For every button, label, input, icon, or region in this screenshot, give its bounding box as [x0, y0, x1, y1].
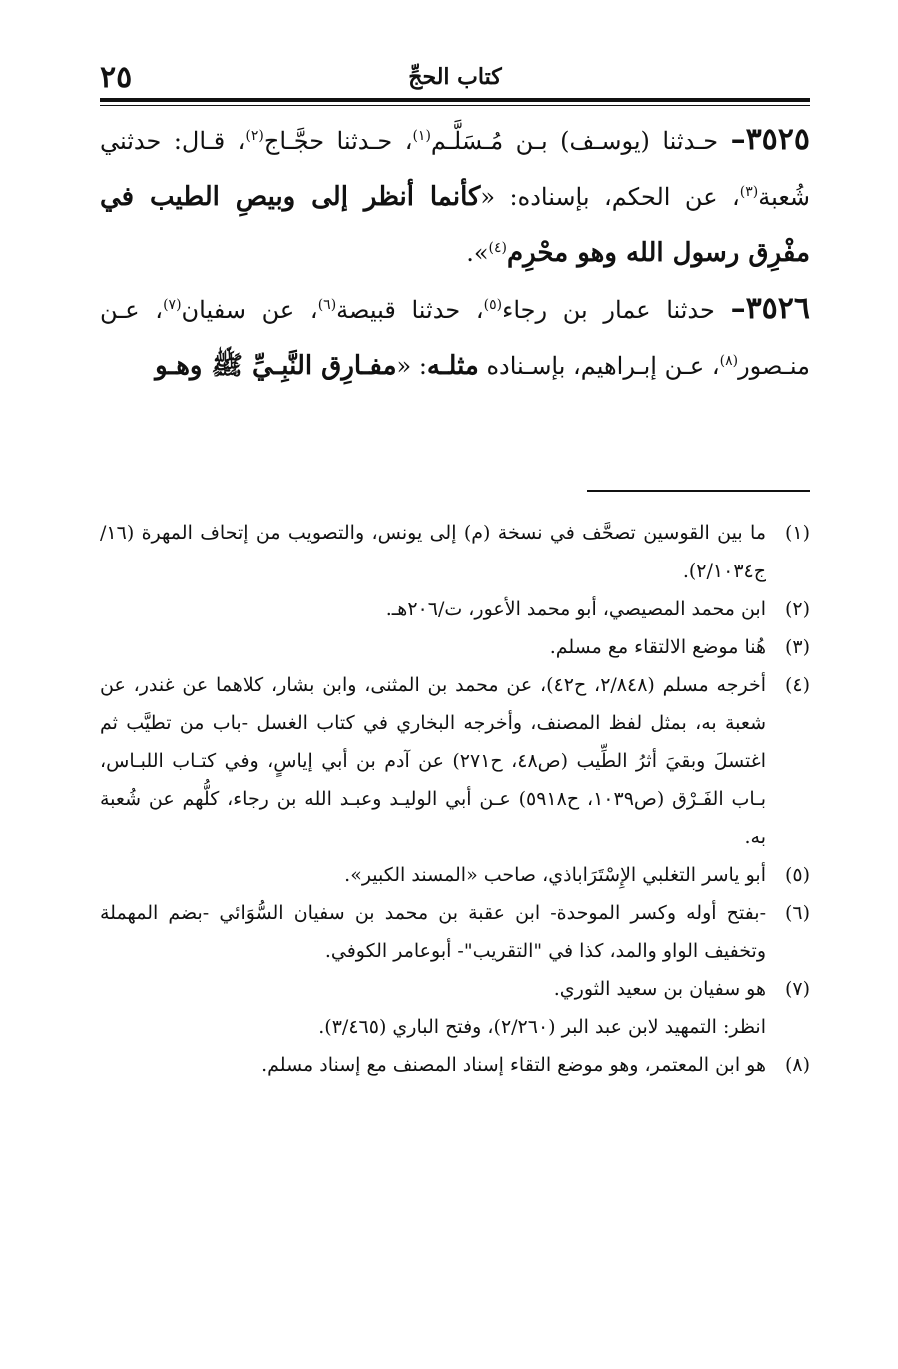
footnote-ref: (٨): [719, 353, 739, 369]
footnote-text: هو ابن المعتمر، وهو موضع التقاء إسناد المصنف مع إسناد مسلم.: [261, 1054, 766, 1076]
footnote-7-continued: [100, 1008, 810, 1046]
footnote-marker: (١): [784, 522, 810, 544]
footnote-marker: (٣): [784, 636, 810, 658]
header-rule-thick: [100, 98, 810, 102]
main-text: [100, 112, 810, 394]
footnote-ref: (٧): [163, 297, 182, 313]
running-title: كتاب الحجِّ: [408, 64, 502, 90]
footnote-text: انظر: التمهيد لابن عبد البر (٢/٢٦٠)، وفتح الباري (٣/٤٦٥).: [318, 1016, 766, 1038]
footnote-ref: (٢): [245, 128, 264, 144]
hadith-3525: ٣٥٢٥– حـدثنا (يوسـف) بـن مُـسَلَّـم$^{(١)}$، حـدثنا حجَّـاج$^{(٢)}$، قـال: حدثني شُعبة$^{(٣)}$، عن الحكم، بإسناده: «كأنما أنظر إلى وبيصِ الطيب في مفْرِق رسول الله وهو محْرِم$^{(٤)}$».: [100, 122, 811, 268]
footnote-text: هو سفيان بن سعيد الثوري.: [553, 978, 766, 1000]
hadith-matn: مفـارِق النَّبِـيِّ ﷺ وهـو: [155, 351, 397, 381]
footnotes: [100, 514, 810, 1084]
footnote-3: [100, 628, 810, 666]
footnote-marker: (٧): [784, 978, 810, 1000]
footnote-text: -بفتح أوله وكسر الموحدة- ابن عقبة بن محمد بن سفيان السُّوَائي -بضم المهملة وتخفيف الواو والمد، كذا في "التقريب"- أبوعامر الكوفي.: [100, 902, 766, 962]
footnote-marker: (٨): [784, 1054, 810, 1076]
footnote-6: [100, 894, 810, 970]
footnote-2: [100, 590, 810, 628]
header-rule-thin: [100, 105, 810, 106]
mithluhu: مثلـه: [426, 351, 479, 381]
page-number: ٢٥: [100, 60, 133, 95]
footnote-text: أبو ياسر التغلبي الإِسْتَرَاباذي، صاحب «المسند الكبير».: [344, 864, 766, 886]
footnote-ref: (٣): [739, 184, 759, 200]
footnote-1: [100, 514, 810, 590]
footnote-5: [100, 856, 810, 894]
hadith-3526: ٣٥٢٦– حدثنا عمار بن رجاء$^{(٥)}$، حدثنا قبيصة$^{(٦)}$، عن سفيان$^{(٧)}$، عـن منـصور$^{(٨)}$، عـن إبـراهيم، بإسـناده مثلـه: «مفـارِق النَّبِـيِّ ﷺ وهـو: [100, 291, 811, 381]
footnote-4: [100, 666, 810, 856]
page-header: [100, 58, 810, 98]
footnote-text: أخرجه مسلم (٢/٨٤٨، ح٤٢)، عن محمد بن المثنى، وابن بشار، كلاهما عن غندر، عن شعبة به، بمثل لفظ المصنف، وأخرجه البخاري في كتاب الغسل -باب من تطيَّب ثم اغتسلَ وبقيَ أثرُ الطِّيب (ص٤٨، ح٢٧١) عن آدم بن أبي إياسٍ، وفي كتـاب اللبـاس، بـاب الفَـرْق (ص١٠٣٩، ح٥٩١٨) عـن أبي الوليـد وعبـد الله بن رجاء، كلُّهم عن شُعبة به.: [100, 674, 767, 848]
footnote-separator: [587, 490, 810, 492]
footnote-8: [100, 1046, 810, 1084]
hadith-number: ٣٥٢٥–: [730, 122, 811, 157]
hadith-matn: كأنما أنظر إلى وبيصِ الطيب في مفْرِق رسول الله وهو محْرِم: [100, 182, 810, 268]
footnote-text: هُنا موضع الالتقاء مع مسلم.: [549, 636, 766, 658]
footnote-marker: (٢): [784, 598, 810, 620]
footnote-text: ابن محمد المصيصي، أبو محمد الأعور، ت/٢٠٦هـ.: [385, 598, 766, 620]
hadith-number: ٣٥٢٦–: [730, 291, 811, 326]
footnote-ref: (٥): [483, 297, 503, 313]
footnote-marker: (٦): [784, 902, 810, 924]
footnote-ref: (١): [412, 128, 431, 144]
footnote-ref: (٤): [488, 240, 507, 256]
footnote-text: ما بين القوسين تصحَّف في نسخة (م) إلى يونس، والتصويب من إتحاف المهرة (١٦/ج٢/١٠٣٤).: [100, 522, 767, 582]
footnote-marker: (٤): [784, 674, 810, 696]
footnote-ref: (٦): [317, 297, 337, 313]
footnote-marker: (٥): [784, 864, 810, 886]
footnote-7: [100, 970, 810, 1008]
